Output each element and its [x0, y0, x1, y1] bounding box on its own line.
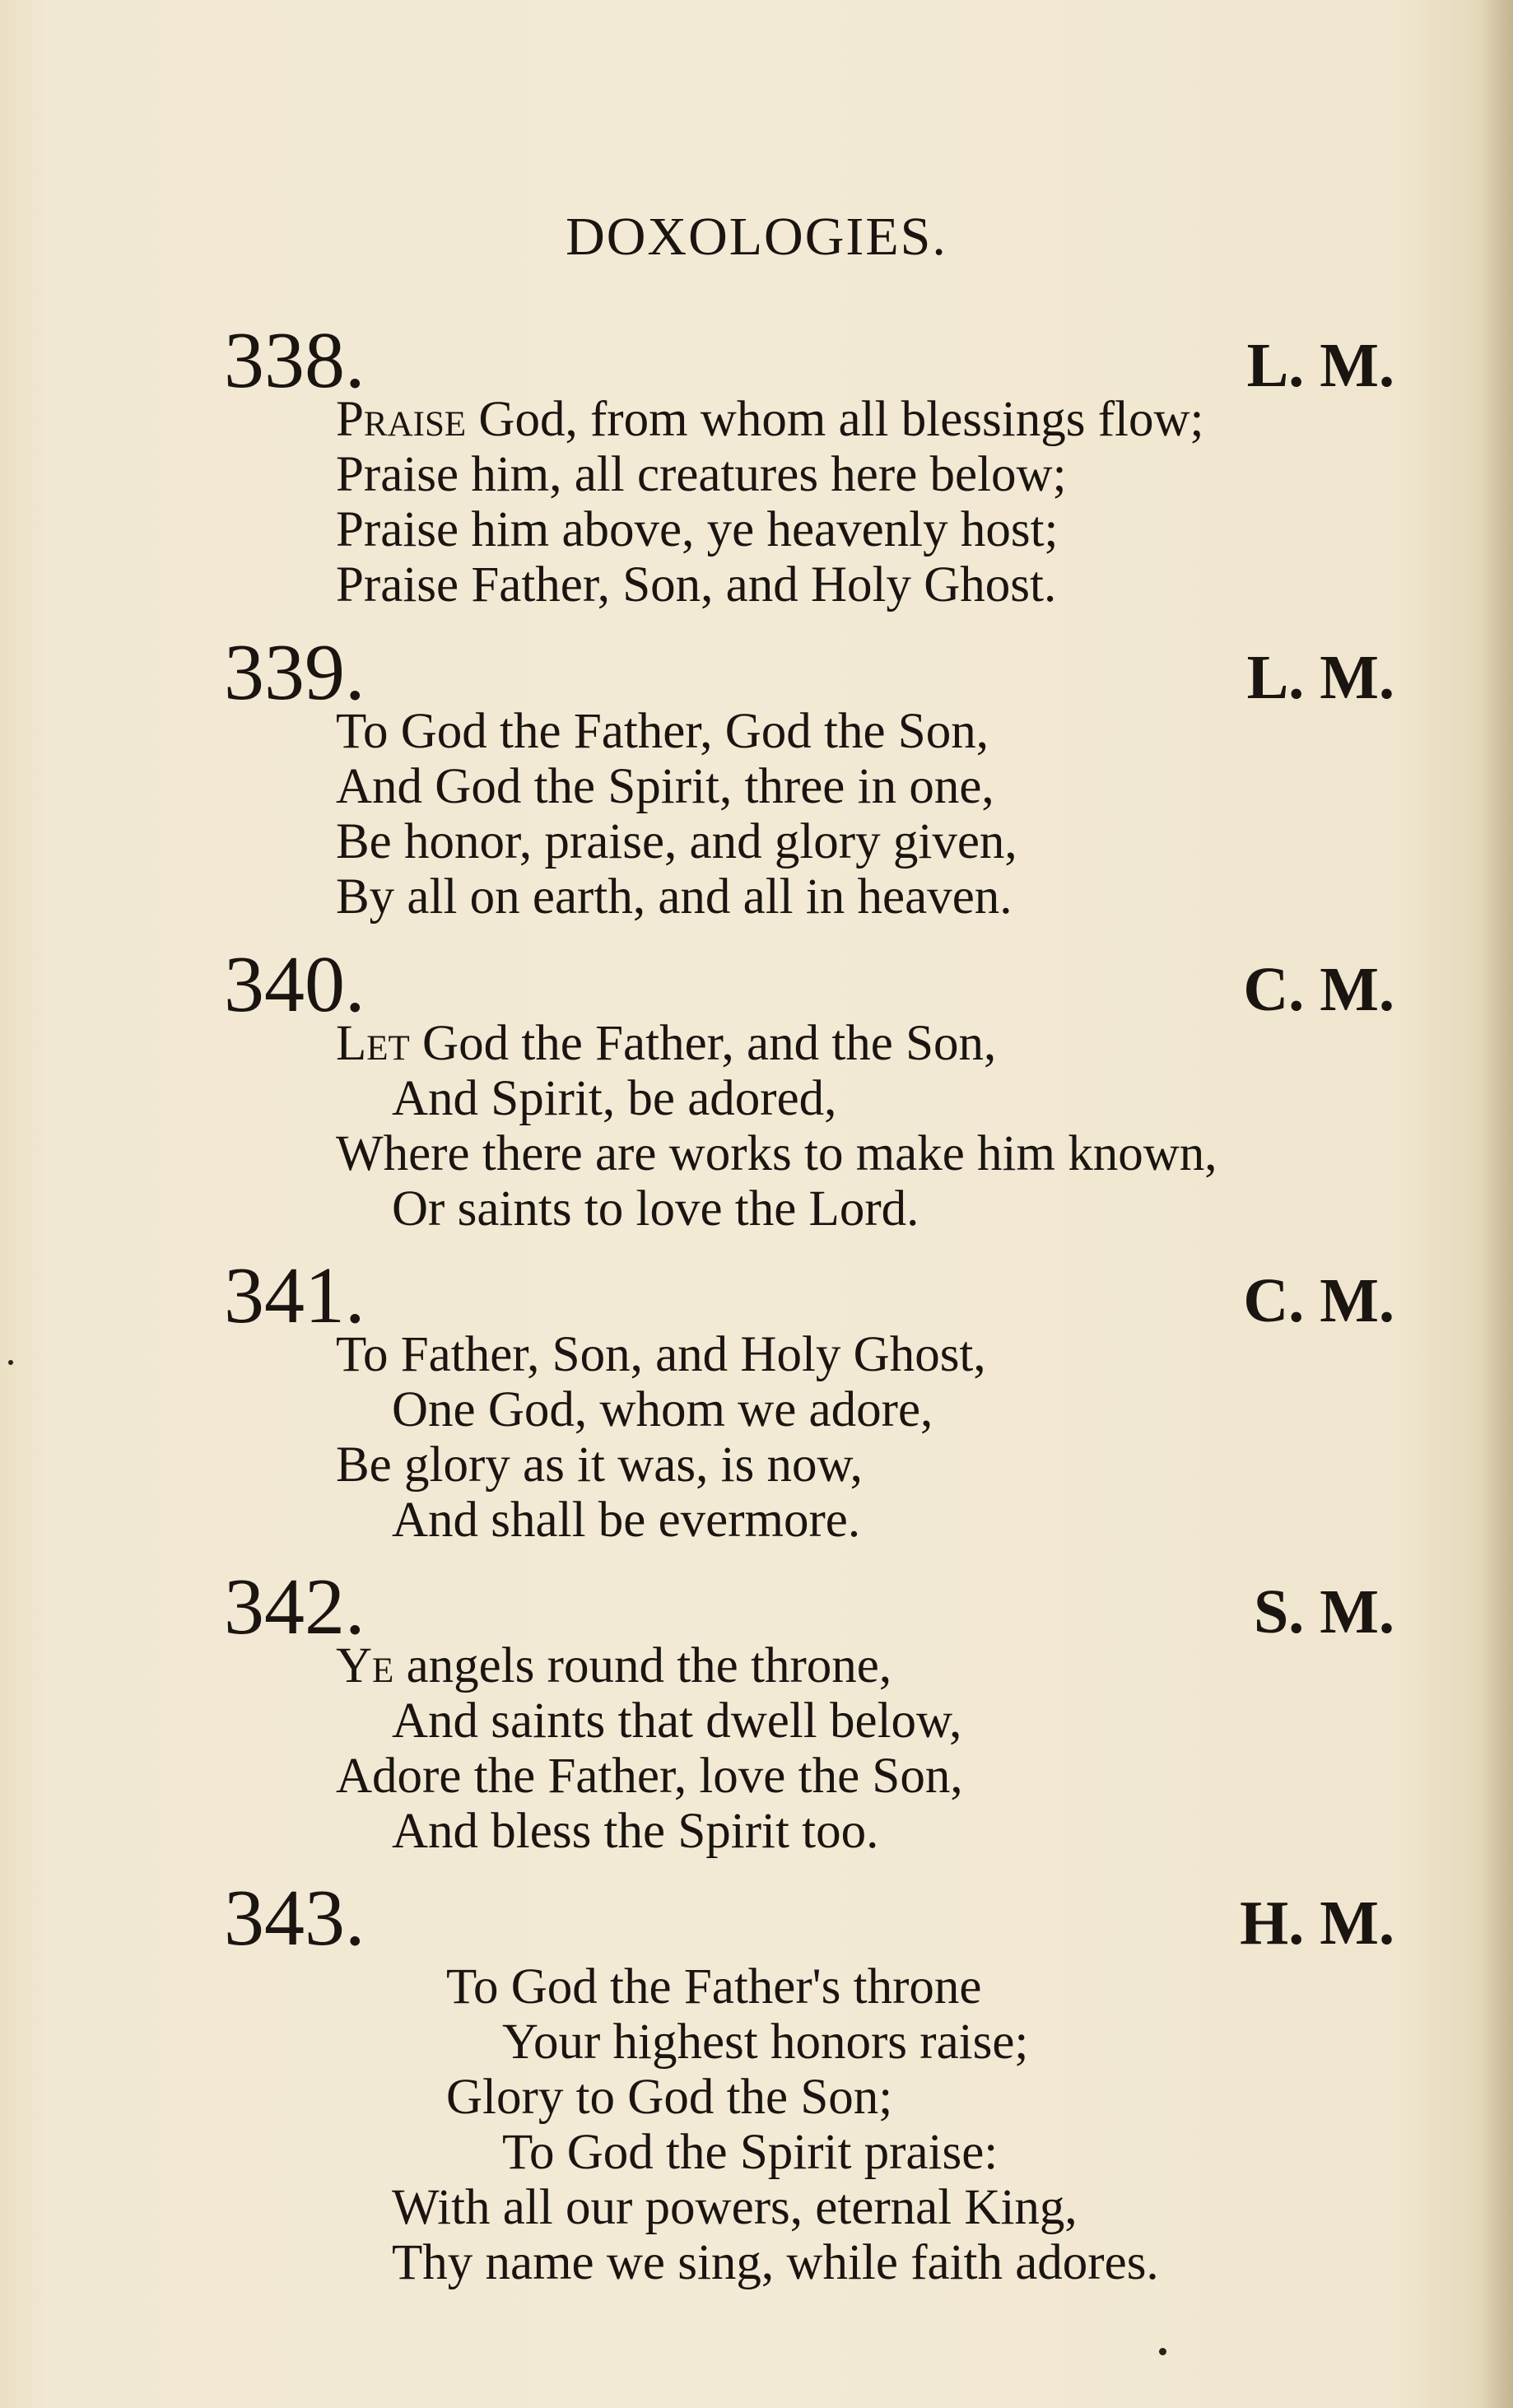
verse [224, 392, 1394, 612]
verse [224, 1327, 1394, 1548]
line-text: angels round the throne, [393, 1638, 892, 1693]
verse-line [336, 1016, 1394, 1071]
doxology-343 [224, 1875, 1394, 2292]
entry-heading [224, 1253, 1394, 1339]
hymn-number: 341. [224, 1251, 365, 1340]
verse-line: To God the Father's throne [446, 1959, 982, 2014]
hymn-number: 343. [224, 1874, 365, 1963]
verse [224, 704, 1394, 925]
lead-word: Let [336, 1016, 410, 1071]
verse-line: With all our powers, eternal King, [392, 2180, 1078, 2235]
entry-heading [224, 1875, 1394, 1961]
verse-line: Thy name we sing, while faith adores. [392, 2235, 1159, 2290]
verse-line: Be honor, praise, and glory given, [336, 814, 1017, 869]
entry-heading [224, 630, 1394, 715]
line-text: God, from whom all blessings flow; [466, 392, 1204, 447]
verse-line: And bless the Spirit too. [392, 1804, 879, 1859]
verse-line: Glory to God the Son; [446, 2070, 893, 2125]
lead-word: Praise [336, 392, 467, 447]
verse-line [336, 1638, 1394, 1693]
doxology-341 [224, 1253, 1394, 1559]
entry-heading [224, 942, 1394, 1027]
hymn-number: 338. [224, 316, 365, 405]
print-speck [1159, 2348, 1166, 2355]
page-title: DOXOLOGIES. [566, 207, 947, 267]
entry-heading [224, 1564, 1394, 1650]
verse-line: One God, whom we adore, [392, 1382, 933, 1437]
verse-line: Your highest honors raise; [502, 2014, 1029, 2070]
verse [224, 1959, 1394, 2290]
entry-heading [224, 318, 1394, 403]
meter-label: C. M. [1243, 955, 1394, 1024]
verse [224, 1638, 1394, 1859]
verse-line [336, 392, 1394, 447]
lead-word: Ye [336, 1638, 394, 1693]
verse-line: Adore the Father, love the Son, [336, 1749, 963, 1804]
verse-line: By all on earth, and all in heaven. [336, 869, 1013, 925]
verse-line: And Spirit, be adored, [392, 1071, 837, 1126]
verse-line: To God the Spirit praise: [502, 2125, 999, 2180]
verse-line: Be glory as it was, is now, [336, 1437, 863, 1493]
meter-label: H. M. [1240, 1889, 1394, 1958]
verse-line: And shall be evermore. [392, 1493, 861, 1548]
doxology-338 [224, 318, 1394, 624]
meter-label: L. M. [1246, 331, 1394, 400]
verse-line: And saints that dwell below, [392, 1693, 962, 1749]
verse-line: Where there are works to make him known, [336, 1126, 1217, 1181]
verse-line: Praise him, all creatures here below; [336, 447, 1067, 502]
doxology-342 [224, 1564, 1394, 1870]
meter-label: S. M. [1254, 1577, 1394, 1646]
verse-line: To Father, Son, and Holy Ghost, [336, 1327, 986, 1382]
print-speck [8, 1360, 13, 1365]
meter-label: C. M. [1243, 1266, 1394, 1335]
verse-line: And God the Spirit, three in one, [336, 759, 994, 814]
verse-line: Or saints to love the Lord. [392, 1181, 919, 1237]
line-text: God the Father, and the Son, [409, 1016, 997, 1071]
doxology-339 [224, 630, 1394, 936]
verse-line: Praise Father, Son, and Holy Ghost. [336, 557, 1057, 612]
hymn-number: 339. [224, 628, 365, 717]
meter-label: L. M. [1246, 643, 1394, 712]
hymn-number: 340. [224, 940, 365, 1029]
doxology-340 [224, 942, 1394, 1248]
verse-line: To God the Father, God the Son, [336, 704, 989, 759]
verse-line: Praise him above, ye heavenly host; [336, 502, 1059, 557]
verse [224, 1016, 1394, 1237]
hymn-number: 342. [224, 1563, 365, 1651]
